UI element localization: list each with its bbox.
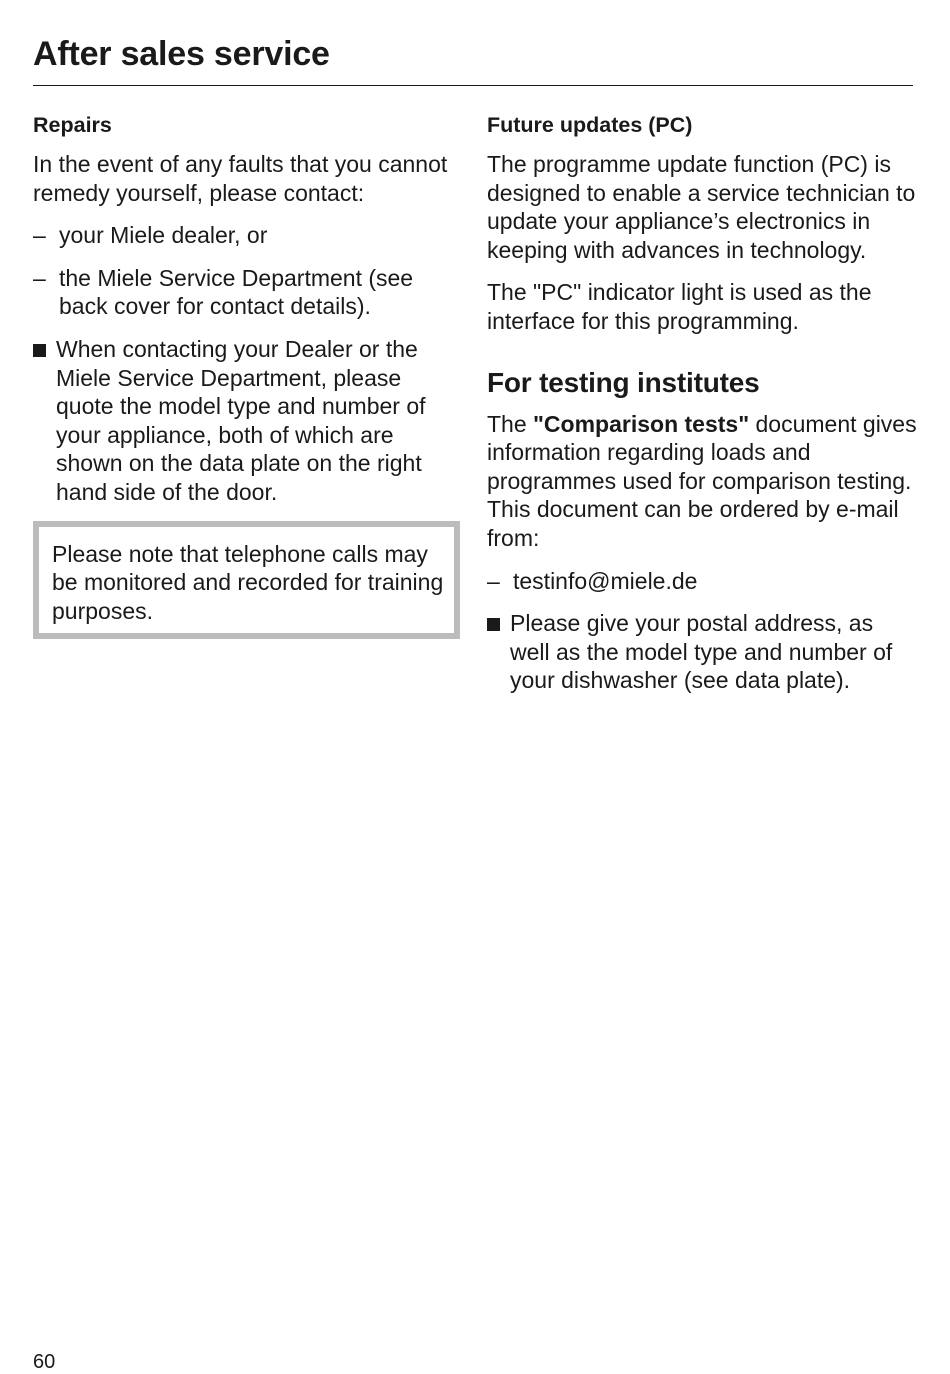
testing-heading: For testing institutes: [487, 366, 760, 398]
contact-item-text: your Miele dealer, or: [59, 222, 268, 249]
testing-text-start: The: [487, 410, 534, 437]
postal-instruction-text: Please give your postal address, as well as the model type and number of your dishwasher (see data plate).: [510, 610, 893, 694]
left-column: [33, 110, 460, 639]
email-item: [487, 567, 917, 596]
dash-marker: –: [487, 567, 500, 594]
page-number: 60: [33, 1351, 56, 1373]
repairs-intro: In the event of any faults that you cannot remedy yourself, please contact:: [33, 151, 448, 206]
postal-instruction: [487, 609, 917, 695]
updates-interface-paragraph: The "PC" indicator light is used as the interface for this programming.: [487, 279, 872, 334]
contact-item-service: [33, 264, 460, 321]
contact-item-text: the Miele Service Department (see back cover for contact details).: [59, 264, 414, 320]
dash-marker: –: [33, 222, 46, 249]
title-divider: [33, 85, 913, 86]
updates-heading: Future updates (PC): [487, 113, 693, 137]
contact-instruction-text: When contacting your Dealer or the Miele Service Department, please quote the model type and number of your appliance, both of which are shown on the data plate on the right hand side of the door.: [56, 335, 426, 505]
contact-instruction: [33, 335, 460, 507]
comparison-tests-title: "Comparison tests": [533, 410, 750, 437]
right-column: [487, 110, 917, 709]
testing-paragraph: [487, 410, 917, 496]
square-bullet-icon: [33, 344, 46, 357]
testing-text-end: document gives information regarding loads and programmes used for comparison testing.: [487, 410, 917, 494]
dash-marker: –: [33, 264, 46, 291]
order-paragraph: This document can be ordered by e-mail from:: [487, 496, 899, 551]
page-title: After sales service: [33, 35, 330, 73]
square-bullet-icon: [487, 618, 500, 631]
updates-paragraph: The programme update function (PC) is designed to enable a service technician to update your appliance’s electronics in keeping with advances in technology.: [487, 151, 916, 263]
note-text: Please note that telephone calls may be monitored and recorded for training purposes.: [52, 540, 444, 624]
contact-item-dealer: [33, 221, 460, 250]
email-address: testinfo@miele.de: [513, 567, 698, 594]
repairs-heading: Repairs: [33, 113, 112, 137]
note-box: [33, 521, 460, 640]
